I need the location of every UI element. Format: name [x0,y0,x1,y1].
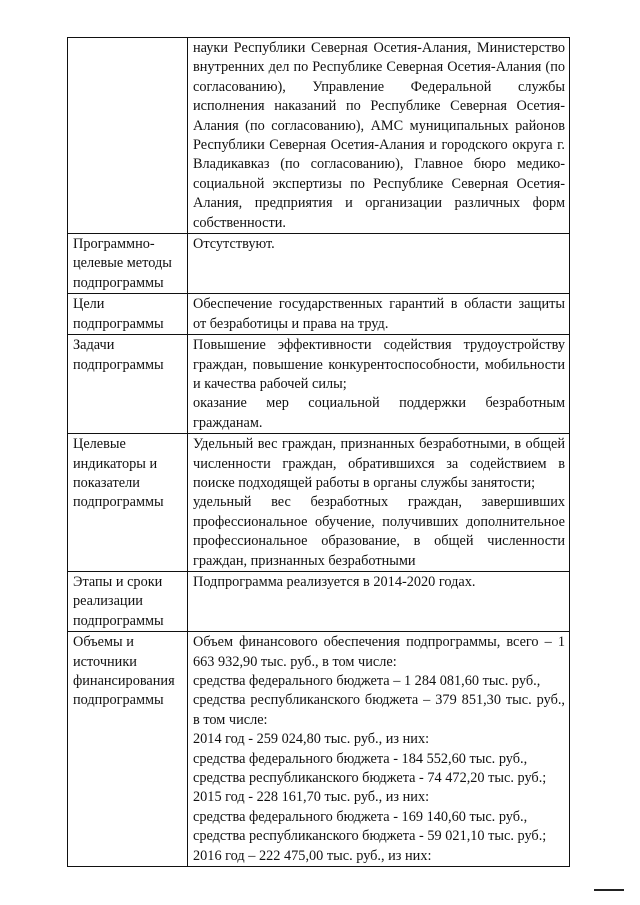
table-row [68,234,570,294]
content-line: 2014 год - 259 024,80 тыс. руб., из них: [193,731,430,748]
table-row [68,571,570,631]
table-row [68,434,570,572]
content-line: Повышение эффективности содействия трудоустройству граждан, повышение конкурентоспособности, мобильности и качества рабочей силы; [193,337,565,392]
subprogram-passport-table [67,37,570,867]
content-line: науки Республики Северная Осетия-Алания, Министерство внутренних дел по Республике Северная Осетия-Алания (по согласованию), Управление Федеральной службы исполнения наказаний по Республике Северная Осетия-Алания (по согласованию), АМС муниципальных районов Республики Северная Осетия-Алания и городского округа г. Владикавказ (по согласованию), Главное бюро медико-социальной экспертизы по Республике Северная Осетия-Алания, предприятия и организации различных форм собственности. [193,40,565,231]
table-row [68,632,570,867]
row-label: Цели подпрограммы [68,294,188,335]
row-content [188,294,570,335]
content-line: средства федерального бюджета – 1 284 081,60 тыс. руб., [193,673,541,689]
row-label: Этапы и сроки реализации подпрограммы [68,571,188,631]
content-line: удельный вес безработных граждан, завершивших профессиональное обучение, получивших дополнительное профессиональное образование, в общей численности граждан, признанных безработными [193,494,565,569]
content-line: средства республиканского бюджета - 74 472,20 тыс. руб.; [193,770,547,787]
row-content [188,434,570,572]
content-line: 2015 год - 228 161,70 тыс. руб., из них: [193,789,430,806]
table-row [68,294,570,335]
row-content [188,571,570,631]
row-content [188,38,570,234]
content-line: средства федерального бюджета - 184 552,60 тыс. руб., [193,750,528,767]
row-label: Программно-целевые методы подпрограммы [68,234,188,294]
content-line: средства республиканского бюджета - 59 021,10 тыс. руб.; [193,828,547,845]
scan-mark [594,889,624,891]
content-line: Удельный вес граждан, признанных безработными, в общей численности граждан, обратившихся за содействием в поиске подходящей работы в органы службы занятости; [193,436,565,491]
row-label: Объемы и источники финансирования подпрограммы [68,632,188,867]
content-line: средства федерального бюджета - 169 140,60 тыс. руб., [193,808,528,825]
row-content [188,234,570,294]
content-line: оказание мер социальной поддержки безработным гражданам. [193,395,565,431]
row-label [68,38,188,234]
row-content [188,632,570,867]
row-content [188,335,570,434]
table-row [68,335,570,434]
content-line: Отсутствуют. [193,236,275,253]
table-row [68,38,570,234]
content-line: средства республиканского бюджета – 379 851,30 тыс. руб., в том числе: [193,692,565,728]
content-line: 2016 год – 222 475,00 тыс. руб., из них: [193,847,432,864]
row-label: Целевые индикаторы и показатели подпрограммы [68,434,188,572]
content-line: Обеспечение государственных гарантий в области защиты от безработицы и права на труд. [193,296,565,332]
content-line: Объем финансового обеспечения подпрограммы, всего – 1 663 932,90 тыс. руб., в том числе: [193,634,565,670]
row-label: Задачи подпрограммы [68,335,188,434]
content-line: Подпрограмма реализуется в 2014-2020 годах. [193,573,476,590]
